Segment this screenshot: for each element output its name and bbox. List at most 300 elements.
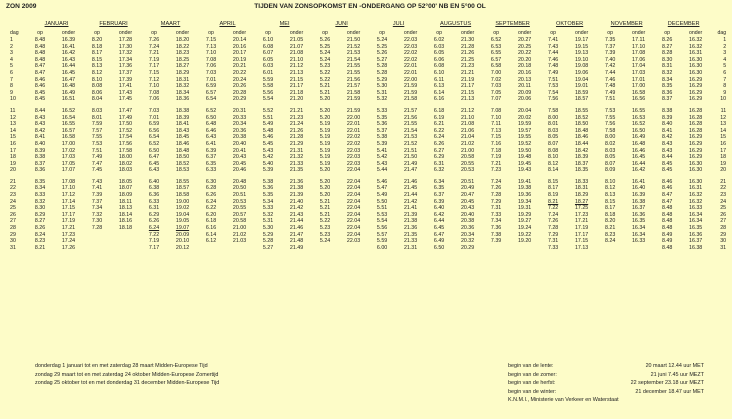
- day-number: 26: [10, 211, 16, 218]
- sunset-cell: 20.34: [232, 121, 247, 128]
- sunset-cell: 18.27: [175, 63, 190, 70]
- sunset-cell: 21.02: [232, 231, 247, 238]
- month-header: JUNI: [335, 21, 348, 28]
- sunset-cell: 16.49: [61, 89, 76, 96]
- sunrise-cell: 5.24: [376, 37, 388, 43]
- sunset-cell: 21.43: [289, 211, 304, 218]
- sunset-cell: 20.38: [460, 218, 475, 225]
- sunset-cell: 20.38: [232, 134, 247, 141]
- sunrise-cell: 6.24: [148, 225, 160, 232]
- sunrise-cell: 7.21: [148, 50, 160, 57]
- sunrise-cell: 7.26: [547, 218, 559, 225]
- sunrise-cell: 5.21: [319, 198, 331, 205]
- sunrise-cell: 6.06: [433, 56, 445, 63]
- day-number: 12: [720, 114, 727, 121]
- sunset-cell: 18.11: [119, 198, 132, 205]
- sunset-cell: 20.10: [175, 238, 190, 245]
- sunset-cell: 19.22: [517, 231, 532, 238]
- sunrise-cell: 7.55: [91, 134, 103, 141]
- sunrise-cell: 7.12: [148, 76, 160, 83]
- sunrise-cell: 8.03: [547, 127, 559, 134]
- sunset-cell: 18.23: [175, 50, 190, 57]
- sunrise-cell: [313, 245, 337, 252]
- month-header: APRIL: [219, 21, 236, 28]
- sunrise-cell: 6.57: [490, 56, 502, 63]
- sunrise-cell: 7.53: [91, 140, 103, 147]
- day-number: 9: [10, 89, 13, 96]
- sunset-cell: 16.42: [631, 167, 646, 174]
- sunset-cell: 18.37: [574, 160, 589, 167]
- sunrise-cell: 8.24: [34, 231, 46, 238]
- sunset-cell: 18.38: [175, 107, 190, 114]
- sunrise-cell: 7.43: [91, 178, 103, 185]
- sunset-cell: 21.20: [289, 96, 304, 103]
- sunrise-cell: 8.49: [661, 231, 673, 238]
- sunrise-cell: 8.26: [661, 37, 673, 43]
- sunrise-cell: 7.46: [547, 56, 559, 63]
- sunset-cell: 22.04: [346, 231, 361, 238]
- sunrise-cell: 6.37: [433, 192, 445, 199]
- day-number: 31: [720, 244, 727, 251]
- day-number: 2: [723, 43, 727, 50]
- sun-times-table: [4, 20, 728, 251]
- sunrise-cell: 7.22: [547, 205, 559, 212]
- sunset-cell: 16.33: [689, 205, 703, 212]
- table-row: [4, 212, 728, 219]
- sunset-cell: 17.34: [118, 56, 133, 63]
- sunset-cell: 21.13: [289, 69, 304, 76]
- sunrise-cell: 7.17: [148, 244, 160, 251]
- sunrise-cell: 7.26: [490, 185, 502, 192]
- sunset-cell: 20.09: [175, 231, 190, 238]
- day-number: 8: [10, 83, 13, 90]
- sunset-cell: 20.53: [460, 167, 475, 174]
- sunset-cell: 16.32: [689, 198, 703, 205]
- sunset-cell: 16.30: [689, 160, 703, 167]
- day-number: 30: [10, 238, 16, 245]
- sunset-cell: 17.32: [118, 50, 133, 57]
- sunset-cell: 21.08: [460, 121, 475, 128]
- sunset-cell: 16.34: [631, 225, 646, 232]
- sunset-cell: 20.17: [232, 50, 247, 57]
- sunset-cell: 21.05: [289, 37, 304, 43]
- sunrise-cell: 5.24: [319, 50, 331, 57]
- sunset-cell: 20.18: [517, 63, 532, 70]
- sunrise-cell: 5.54: [376, 218, 388, 225]
- sunrise-cell: 7.58: [547, 107, 559, 114]
- sunrise-cell: 8.40: [34, 140, 46, 147]
- sunrise-cell: 6.13: [433, 83, 445, 90]
- sunrise-cell: 5.25: [319, 43, 331, 50]
- sunrise-cell: 5.37: [376, 127, 388, 134]
- sunrise-cell: 8.48: [34, 37, 46, 43]
- sunset-cell: [109, 238, 142, 245]
- sunrise-cell: 8.00: [604, 134, 616, 141]
- sunset-cell: 18.42: [574, 147, 589, 154]
- sunrise-cell: 6.54: [205, 96, 217, 103]
- sunrise-cell: 6.31: [433, 160, 445, 167]
- table-row: [4, 179, 728, 186]
- sunrise-cell: 7.23: [490, 167, 502, 174]
- sunrise-cell: 7.39: [91, 192, 103, 199]
- sunset-cell: 21.59: [346, 107, 361, 114]
- sunrise-cell: 7.28: [547, 225, 559, 232]
- sunset-cell: 16.38: [631, 198, 646, 205]
- sunset-cell: 18.34: [175, 89, 190, 96]
- sunset-cell: 16.34: [631, 231, 646, 238]
- sunrise-cell: 8.27: [661, 43, 673, 50]
- sunrise-cell: 6.32: [433, 167, 445, 174]
- table-row: [4, 205, 728, 212]
- sunrise-cell: 5.20: [319, 96, 331, 103]
- sunrise-cell: 8.10: [604, 178, 616, 185]
- sunset-cell: 16.35: [631, 218, 646, 225]
- sunset-cell: 21.12: [460, 107, 475, 114]
- sunset-header: onder: [118, 29, 133, 36]
- sunrise-cell: 8.44: [661, 154, 673, 161]
- sunset-cell: 21.56: [403, 114, 418, 121]
- day-number: 8: [723, 83, 727, 90]
- sunset-cell: 16.50: [631, 127, 646, 134]
- sunrise-cell: 7.44: [547, 50, 559, 57]
- sunrise-cell: 6.56: [148, 127, 160, 134]
- sunset-header: onder: [460, 29, 475, 36]
- sunset-cell: 17.00: [631, 83, 646, 90]
- sunrise-cell: 5.23: [319, 63, 331, 70]
- sunset-cell: 17.15: [574, 238, 589, 245]
- table-row: [4, 225, 728, 232]
- table-row: [4, 77, 728, 84]
- sunset-cell: 21.26: [289, 127, 304, 134]
- sunset-cell: 21.18: [289, 89, 304, 96]
- sunset-cell: 18.22: [175, 43, 190, 50]
- sunset-cell: 16.57: [61, 127, 76, 134]
- sunrise-cell: 6.07: [262, 50, 274, 57]
- sunset-cell: 19.06: [574, 69, 589, 76]
- sunset-cell: 21.38: [289, 185, 304, 192]
- sunset-cell: 16.45: [631, 154, 646, 161]
- sunrise-cell: 6.26: [433, 140, 445, 147]
- sunrise-cell: 6.58: [490, 63, 502, 70]
- sunset-cell: 16.58: [631, 89, 646, 96]
- sunrise-cell: 7.32: [91, 211, 103, 218]
- sunrise-cell: 8.07: [604, 160, 616, 167]
- sunset-cell: 22.04: [346, 211, 361, 218]
- sunrise-cell: 8.02: [604, 140, 616, 147]
- sunrise-cell: 8.21: [604, 225, 616, 232]
- sunset-cell: 22.02: [346, 134, 361, 141]
- day-number: 9: [723, 89, 727, 96]
- month-header-row: [4, 20, 728, 29]
- sunset-cell: 18.13: [118, 205, 133, 212]
- day-number: 22: [10, 185, 16, 192]
- sunset-cell: 16.28: [689, 127, 703, 134]
- sunrise-cell: 8.15: [91, 56, 103, 63]
- sunset-cell: 21.44: [289, 218, 304, 225]
- sunset-cell: 17.41: [118, 83, 133, 90]
- sunset-cell: 21.50: [346, 37, 361, 43]
- sunset-cell: 22.01: [346, 127, 361, 134]
- sunrise-cell: 8.38: [34, 154, 46, 161]
- sunset-cell: 16.58: [61, 134, 76, 141]
- sunset-cell: 18.55: [175, 178, 190, 185]
- page-title: TIJDEN VAN ZONSOPKOMST EN -ONDERGANG OP 52°00' NB EN 5°00 OL: [254, 3, 486, 10]
- table-row: [4, 50, 728, 57]
- sunset-cell: 18.31: [574, 185, 589, 192]
- sunrise-cell: 8.21: [547, 198, 559, 205]
- sunrise-cell: 7.34: [490, 218, 502, 225]
- sunrise-cell: 8.46: [661, 185, 673, 192]
- sunset-cell: 21.58: [403, 96, 418, 103]
- sunset-cell: 22.04: [346, 218, 361, 225]
- sunrise-cell: 8.17: [604, 205, 616, 212]
- sunrise-cell: 8.47: [661, 198, 673, 205]
- sunrise-cell: 5.27: [262, 244, 274, 251]
- sunrise-cell: 8.39: [34, 147, 46, 154]
- sunrise-cell: 7.37: [91, 198, 103, 205]
- sunset-cell: 19.50: [517, 147, 532, 154]
- sunrise-cell: 7.08: [205, 56, 217, 63]
- sunset-cell: 17.19: [574, 225, 589, 232]
- sunrise-cell: 5.20: [319, 114, 331, 121]
- sunrise-cell: 7.08: [490, 107, 502, 114]
- sunset-cell: 21.55: [346, 63, 361, 70]
- year-label: ZON 2009: [6, 3, 37, 10]
- sunset-cell: 20.29: [232, 96, 247, 103]
- sunrise-cell: 5.20: [319, 167, 331, 174]
- sunrise-cell: 6.28: [205, 185, 217, 192]
- sunset-cell: 22.00: [346, 114, 361, 121]
- sunrise-cell: 7.15: [205, 37, 217, 43]
- sunset-cell: 21.36: [403, 225, 418, 232]
- day-number: 18: [10, 154, 16, 161]
- sunrise-cell: 7.28: [490, 192, 502, 199]
- sunset-cell: 18.14: [118, 211, 133, 218]
- sunrise-cell: 7.08: [148, 89, 160, 96]
- sunrise-cell: 5.25: [376, 43, 388, 50]
- day-number: 17: [10, 147, 16, 154]
- sunrise-cell: 7.56: [547, 96, 559, 103]
- sunset-cell: 20.36: [232, 127, 247, 134]
- sunset-cell: 16.28: [689, 107, 703, 114]
- sunset-cell: 17.12: [61, 192, 76, 199]
- table-row: [4, 141, 728, 148]
- day-number: 19: [720, 160, 727, 167]
- day-number: 30: [720, 238, 727, 245]
- season-label: begin van de winter:: [508, 388, 557, 395]
- sunset-header: onder: [574, 29, 589, 36]
- sunrise-cell: 8.39: [661, 114, 673, 121]
- sunset-cell: 21.41: [403, 205, 418, 212]
- season-winter: [508, 388, 704, 397]
- sunrise-cell: 7.33: [490, 211, 502, 218]
- sunrise-cell: 8.48: [34, 56, 46, 63]
- sunset-cell: 16.29: [689, 76, 703, 83]
- day-number: 5: [10, 63, 13, 70]
- sunrise-header: op: [208, 29, 214, 36]
- sunset-cell: 21.45: [403, 185, 418, 192]
- sunset-cell: 17.08: [61, 178, 76, 185]
- sunrise-cell: 8.37: [34, 160, 46, 167]
- sunrise-cell: 7.15: [148, 69, 160, 76]
- sunset-cell: 16.29: [689, 83, 703, 90]
- sunrise-cell: 6.10: [433, 69, 445, 76]
- sunset-cell: 19.08: [574, 63, 589, 70]
- sunrise-cell: 5.20: [319, 185, 331, 192]
- sunrise-cell: 5.21: [319, 83, 331, 90]
- season-summer: [508, 371, 704, 380]
- sunset-cell: [223, 245, 256, 252]
- sunset-cell: 16.49: [631, 134, 646, 141]
- sunrise-cell: 6.14: [433, 89, 445, 96]
- sunrise-cell: 7.18: [490, 147, 502, 154]
- sunset-cell: 22.04: [346, 185, 361, 192]
- sunset-cell: 16.29: [689, 134, 703, 141]
- sunset-cell: 16.45: [61, 69, 76, 76]
- sunset-cell: 21.13: [460, 96, 475, 103]
- sunset-cell: 18.29: [175, 69, 190, 76]
- sunrise-cell: 5.28: [376, 69, 388, 76]
- season-value: 22 september 23.18 uur MEZT: [630, 380, 704, 386]
- sunset-cell: 19.36: [517, 192, 532, 199]
- sunset-cell: 16.44: [61, 63, 76, 70]
- sunrise-cell: 6.05: [262, 56, 274, 63]
- sunrise-cell: 8.32: [34, 198, 46, 205]
- sunrise-cell: 5.26: [319, 37, 331, 43]
- sunrise-cell: 7.49: [91, 154, 103, 161]
- day-number: 24: [720, 198, 727, 205]
- table-row: [4, 148, 728, 155]
- sunrise-cell: 8.06: [91, 89, 103, 96]
- sunrise-cell: 6.41: [205, 140, 217, 147]
- sunset-cell: 16.52: [631, 121, 646, 128]
- sunset-cell: 19.38: [517, 185, 532, 192]
- sunrise-cell: 6.54: [148, 134, 160, 141]
- sunrise-cell: [484, 245, 508, 252]
- sunset-header: onder: [61, 29, 76, 36]
- sunrise-cell: 7.13: [490, 127, 502, 134]
- sunrise-cell: 8.42: [34, 127, 46, 134]
- sunset-cell: 20.04: [517, 107, 532, 114]
- day-number: 7: [10, 76, 13, 83]
- sunset-cell: 17.02: [61, 147, 76, 154]
- table-row: [4, 37, 728, 44]
- sunset-cell: 21.59: [403, 89, 418, 96]
- sunset-cell: 21.38: [403, 218, 418, 225]
- sunrise-cell: 7.34: [91, 205, 103, 212]
- sunrise-cell: 5.39: [376, 140, 388, 147]
- sunset-cell: 16.41: [631, 178, 646, 185]
- sunset-cell: 18.00: [118, 154, 133, 161]
- sunset-cell: 20.36: [460, 225, 475, 232]
- sunrise-cell: 8.48: [661, 244, 673, 251]
- sunset-cell: 16.30: [689, 63, 703, 70]
- sunrise-cell: 8.05: [604, 154, 616, 161]
- sunset-cell: 17.23: [574, 211, 589, 218]
- day-number: 25: [720, 205, 727, 212]
- sunrise-cell: 5.39: [262, 167, 274, 174]
- sunrise-cell: 6.43: [148, 167, 160, 174]
- sunset-cell: 17.36: [118, 63, 133, 70]
- sunset-cell: 18.48: [574, 127, 589, 134]
- table-row: [4, 245, 728, 252]
- sunrise-cell: 6.52: [205, 107, 217, 114]
- sunset-cell: 21.02: [460, 140, 475, 147]
- sunset-cell: 16.32: [689, 37, 703, 43]
- sunset-cell: 16.29: [689, 140, 703, 147]
- sunset-cell: [622, 245, 655, 252]
- sunrise-cell: 8.46: [34, 76, 46, 83]
- sunset-cell: 18.29: [574, 192, 589, 199]
- sunset-cell: 16.30: [689, 69, 703, 76]
- season-label: begin van de zomer:: [508, 371, 557, 378]
- sunrise-cell: 6.16: [205, 225, 217, 232]
- sunrise-cell: 6.40: [148, 178, 160, 185]
- sunrise-cell: 6.46: [205, 127, 217, 134]
- sunrise-cell: 5.56: [262, 89, 274, 96]
- sunset-cell: 18.55: [574, 107, 589, 114]
- sunrise-cell: 8.24: [604, 238, 616, 245]
- sunset-cell: 17.01: [631, 76, 646, 83]
- sunset-cell: 22.01: [346, 121, 361, 128]
- sunrise-header: op: [37, 29, 43, 36]
- sunset-cell: 20.09: [517, 89, 532, 96]
- sunset-cell: 21.25: [460, 56, 475, 63]
- sunset-cell: 17.21: [574, 218, 589, 225]
- sunrise-cell: 5.19: [319, 147, 331, 154]
- sunset-cell: 18.35: [574, 167, 589, 174]
- sunset-cell: 18.53: [175, 167, 190, 174]
- sunset-cell: 16.56: [631, 96, 646, 103]
- sunset-cell: 18.03: [118, 167, 133, 174]
- sunset-cell: 16.35: [689, 225, 703, 232]
- sunrise-cell: 8.03: [91, 107, 103, 114]
- sunset-cell: 19.43: [517, 167, 532, 174]
- table-row: [4, 238, 728, 245]
- sunset-cell: 21.36: [289, 178, 304, 185]
- sunrise-cell: 8.34: [661, 76, 673, 83]
- sunrise-cell: 5.51: [262, 114, 274, 121]
- sunrise-cell: 5.56: [376, 225, 388, 232]
- sunset-cell: 17.58: [118, 147, 133, 154]
- table-row: [4, 199, 728, 206]
- sunset-cell: 18.07: [118, 185, 133, 192]
- sunset-cell: 21.23: [289, 114, 304, 121]
- sunrise-cell: 5.33: [376, 107, 388, 114]
- sunrise-cell: 8.36: [34, 167, 46, 174]
- sunset-cell: 18.44: [574, 140, 589, 147]
- sunset-cell: 18.41: [175, 121, 190, 128]
- sunrise-cell: 8.31: [661, 63, 673, 70]
- sunrise-cell: 5.22: [319, 218, 331, 225]
- sunset-cell: 21.32: [289, 154, 304, 161]
- sunrise-cell: 7.29: [547, 231, 559, 238]
- sunrise-cell: 7.45: [91, 167, 103, 174]
- sunset-cell: 18.50: [574, 121, 589, 128]
- sunset-cell: 20.11: [518, 83, 532, 90]
- sunset-cell: 21.52: [403, 140, 418, 147]
- day-number: 13: [720, 121, 727, 128]
- sunset-cell: 17.03: [61, 154, 76, 161]
- sunset-cell: 19.05: [175, 218, 190, 225]
- sunrise-cell: 7.19: [490, 154, 502, 161]
- sunset-cell: 20.28: [232, 89, 247, 96]
- sunrise-cell: 6.39: [433, 198, 445, 205]
- sunset-cell: 21.15: [460, 89, 475, 96]
- sunset-cell: 20.43: [232, 154, 247, 161]
- sunrise-cell: 8.32: [661, 69, 673, 76]
- sunset-cell: 19.52: [517, 140, 532, 147]
